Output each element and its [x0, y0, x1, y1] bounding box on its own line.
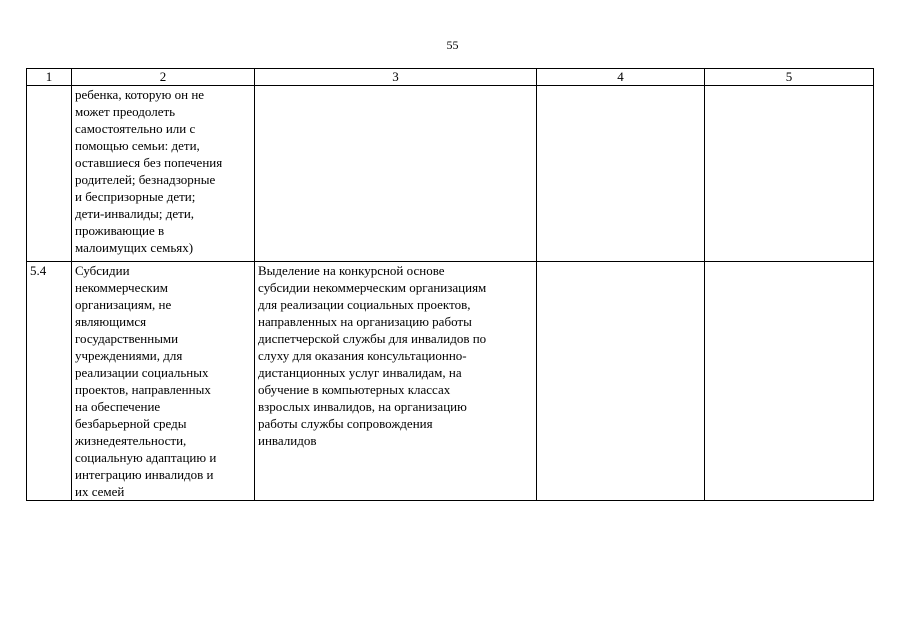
- description-line: их семей: [75, 484, 125, 499]
- description-line: учреждениями, для: [75, 348, 183, 363]
- measures-line: дистанционных услуг инвалидам, на: [258, 365, 462, 380]
- table-header-row: [27, 69, 874, 86]
- measures-cell: [255, 262, 537, 501]
- description-line: социальную адаптацию и: [75, 450, 217, 465]
- header-cell-4: 4: [537, 69, 705, 86]
- description-line: жизнедеятельности,: [75, 433, 187, 448]
- table-row: [27, 86, 874, 262]
- measures-line: диспетчерской службы для инвалидов по: [258, 331, 487, 346]
- column-4-cell: [537, 262, 705, 501]
- description-cell: [72, 262, 255, 501]
- column-4-cell: [537, 86, 705, 262]
- description-line: Субсидии: [75, 263, 130, 278]
- description-line: некоммерческим: [75, 280, 168, 295]
- measures-line: обучение в компьютерных классах: [258, 382, 451, 397]
- column-5-cell: [705, 86, 874, 262]
- row-number-cell: 5.4: [27, 262, 72, 501]
- measures-line: для реализации социальных проектов,: [258, 297, 471, 312]
- description-line: оставшиеся без попечения: [75, 155, 223, 170]
- header-cell-3: 3: [255, 69, 537, 86]
- description-line: интеграцию инвалидов и: [75, 467, 214, 482]
- description-line: может преодолеть: [75, 104, 176, 119]
- description-line: являющимся: [75, 314, 147, 329]
- description-line: государственными: [75, 331, 179, 346]
- row-number-cell: [27, 86, 72, 262]
- description-line: проектов, направленных: [75, 382, 211, 397]
- table-row: [27, 262, 874, 501]
- description-line: родителей; безнадзорные: [75, 172, 216, 187]
- page-number: 55: [446, 38, 459, 52]
- description-line: самостоятельно или с: [75, 121, 196, 136]
- description-line: реализации социальных: [75, 365, 209, 380]
- description-line: малоимущих семьях): [75, 240, 194, 255]
- header-cell-5: 5: [705, 69, 874, 86]
- description-line: помощью семьи: дети,: [75, 138, 200, 153]
- measures-line: Выделение на конкурсной основе: [258, 263, 445, 278]
- column-5-cell: [705, 262, 874, 501]
- description-cell: [72, 86, 255, 262]
- description-line: и беспризорные дети;: [75, 189, 196, 204]
- measures-line: слуху для оказания консультационно-: [258, 348, 467, 363]
- description-line: организациям, не: [75, 297, 172, 312]
- measures-line: работы службы сопровождения: [258, 416, 433, 431]
- description-line: дети-инвалиды; дети,: [75, 206, 195, 221]
- measures-cell: [255, 86, 537, 262]
- measures-line: субсидии некоммерческим организациям: [258, 280, 487, 295]
- description-line: проживающие в: [75, 223, 165, 238]
- description-line: безбарьерной среды: [75, 416, 187, 431]
- measures-line: инвалидов: [258, 433, 317, 448]
- description-line: ребенка, которую он не: [75, 87, 205, 102]
- header-cell-1: 1: [27, 69, 72, 86]
- measures-line: взрослых инвалидов, на организацию: [258, 399, 467, 414]
- document-table: [26, 68, 874, 501]
- measures-line: направленных на организацию работы: [258, 314, 472, 329]
- header-cell-2: 2: [72, 69, 255, 86]
- description-line: на обеспечение: [75, 399, 161, 414]
